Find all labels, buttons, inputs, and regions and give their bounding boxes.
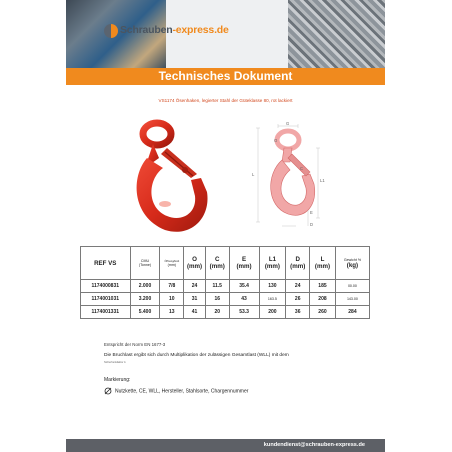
logo-icon [104,24,118,38]
cell-weight: 00.00 [335,280,369,293]
marking-row [104,387,248,395]
col-opening: Öffnung/Hub (mm) [160,247,184,280]
cell-e: 43 [229,293,259,306]
cell-weight: 143.00 [335,293,369,306]
hook-photo [125,118,215,240]
cell-ref: 1174001331 [81,306,131,319]
contact-email-link[interactable]: kundendienst@schrauben-express.de [263,442,365,448]
brand-accent: -express.de [172,24,229,36]
safety-factor-note: Sicherheitsfaktor 4. [104,361,127,364]
table-header-row [81,247,370,280]
cell-cmu: 2.000 [130,280,160,293]
cell-ref: 1174001031 [81,293,131,306]
cell-l1: 163.5 [259,293,286,306]
cell-opening: 10 [160,293,184,306]
table-row [81,280,370,293]
col-d: D (mm) [286,247,310,280]
cell-ref: 1174000831 [81,280,131,293]
cell-l: 260 [310,306,336,319]
cell-opening: 7/8 [160,280,184,293]
col-c: C (mm) [205,247,229,280]
marking-heading: Markierung: [104,377,131,383]
cell-l1: 200 [259,306,286,319]
dim-label-l1: L1 [320,178,325,183]
document-title: Technisches Dokument [66,68,385,85]
col-o: O (mm) [184,247,206,280]
cell-e: 35.4 [229,280,259,293]
col-e: E (mm) [229,247,259,280]
cell-cmu: 3.200 [130,293,160,306]
cell-opening: 13 [160,306,184,319]
cell-d: 26 [286,293,310,306]
cell-c: 11.5 [205,280,229,293]
dim-label-e: E [310,210,313,215]
cell-weight: 284 [335,306,369,319]
cell-d: 36 [286,306,310,319]
cell-o: 31 [184,293,206,306]
cell-l: 185 [310,280,336,293]
cell-cmu: 5.400 [130,306,160,319]
cell-l1: 130 [259,280,286,293]
col-l: L (mm) [310,247,336,280]
norm-text: Entspricht der Norm EN 1677-3 [104,342,166,347]
col-weight: Gewicht % (kg) [335,247,369,280]
cell-o: 24 [184,280,206,293]
table-row [81,293,370,306]
col-ref: REF VS [81,247,131,280]
dim-label-d: D [310,222,314,227]
cell-l: 208 [310,293,336,306]
footer-bar [66,439,385,452]
table-row [81,306,370,319]
cell-c: 20 [205,306,229,319]
cell-o: 41 [184,306,206,319]
cell-d: 24 [286,280,310,293]
product-description: VS1174 Ösenhaken, legierter Stahl der Güteklasse 80, rot lackiert [158,98,293,103]
diameter-icon [104,387,112,395]
dim-label-c: C [300,166,304,171]
col-cmu: CMU (Tonne) [130,247,160,280]
brand-logo[interactable] [120,24,229,36]
brand-main: Schrauben [120,24,173,36]
col-l1: L1 (mm) [259,247,286,280]
technical-drawing [236,122,332,234]
dim-label-o: O [274,138,278,143]
screws-photo [288,0,385,68]
dim-label-l: L [252,172,255,177]
dim-label-g: G [286,122,290,126]
spec-table [80,246,370,319]
marking-text: Nutzkette, CE, WLL, Hersteller, Stahlsorte, Chargennummer [115,388,249,395]
breaking-load-text: Die Bruchlast ergibt sich durch Multiplikation der zulässigen Gesamtlast (WLL) mit dem [104,353,289,358]
cell-e: 53.3 [229,306,259,319]
cell-c: 16 [205,293,229,306]
